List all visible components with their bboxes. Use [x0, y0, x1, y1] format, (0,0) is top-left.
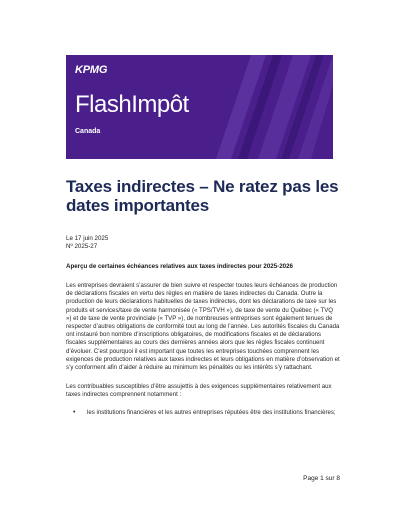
page-number: Page 1 sur 8	[303, 475, 340, 482]
paragraph-taxpayers: Les contribuables susceptibles d’être assujettis à des exigences supplémentaires relativement aux taxes indirectes comprennent notamment :	[66, 383, 332, 399]
header-banner	[66, 55, 333, 159]
document-meta	[66, 235, 340, 251]
banner-title: FlashImpôt	[75, 91, 189, 118]
document-body	[66, 177, 340, 417]
publication-date: Le 17 juin 2025	[66, 235, 109, 242]
bullet-list	[66, 409, 340, 417]
paragraph-intro: Les entreprises devraient s’assurer de bien suivre et respecter toutes leurs échéances de production de déclarations fiscales en vertu des règles en matière de taxes indirectes du Canada. Outre la production de leurs déclarations habituelles de taxes indirectes, dont les déclarations de taxe sur les produits et services/taxe de vente harmonisée (« TPS/TVH »), de taxe de vente du Québec (« TVQ ») et de taxe de vente provinciale (« TVP »), de nombreuses entreprises sont également tenues de respecter d’autres obligations de conformité tout au long de l’année. Les autorités fiscales du Canada ont instauré bon nombre d’inscriptions obligatoires, de modifications fiscales et de déclarations fiscales supplémentaires au cours des dernières années alors que les règles fiscales continuent d’évoluer. C’est pourquoi il est important que toutes les entreprises touchées comprennent les exigences de production relatives aux taxes indirectes et leurs obligations en matière d’observation et s’y conforment afin d’aider à réduire au minimum les pénalités ou les intérêts s’y rattachant.	[66, 282, 340, 372]
list-item: • les institutions financières et les autres entreprises réputées être des institutions financières;	[66, 409, 340, 417]
banner-subtitle: Canada	[75, 128, 101, 135]
section-heading: Aperçu de certaines échéances relatives aux taxes indirectes pour 2025-2026	[66, 263, 293, 270]
page-title: Taxes indirectes – Ne ratez pas les dates importantes	[66, 177, 339, 215]
kpmg-logo: KPMG	[75, 64, 108, 76]
publication-number: Nº 2025-27	[66, 243, 98, 250]
